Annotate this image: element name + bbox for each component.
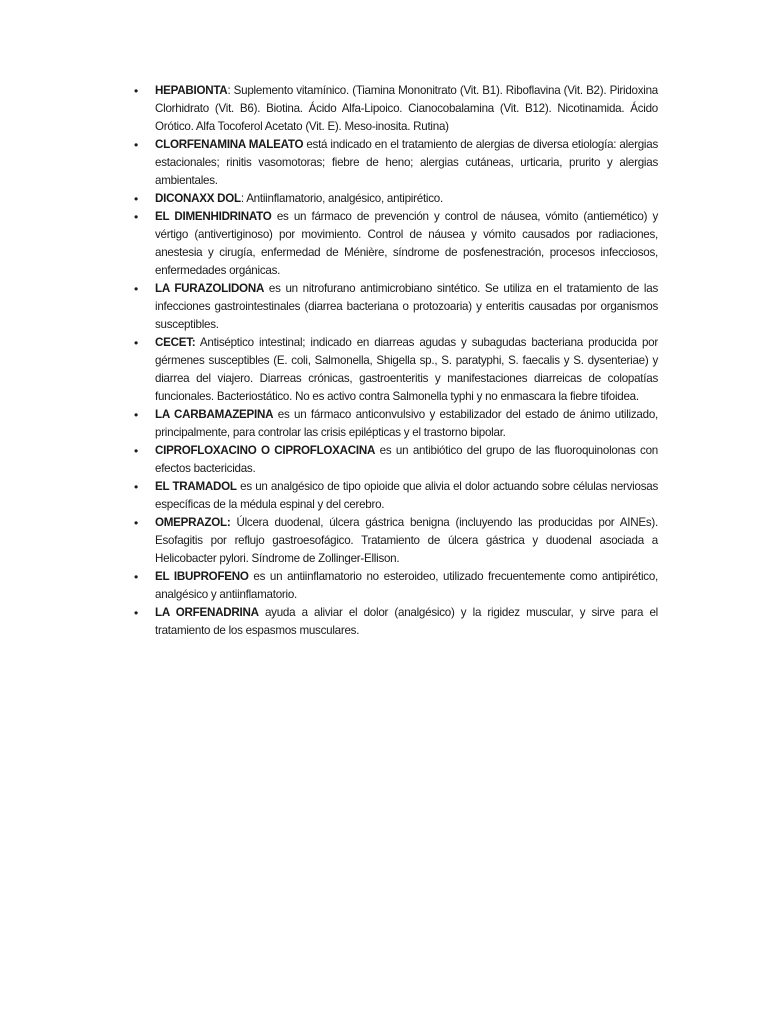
drug-name: EL TRAMADOL: [155, 480, 237, 493]
bullet-icon: •: [134, 192, 138, 206]
list-item-diconaxx: [128, 190, 658, 208]
drug-list: [128, 82, 658, 640]
drug-description: : Suplemento vitamínico. (Tiamina Mononitrato (Vit. B1). Riboflavina (Vit. B2). Piridoxina Clorhidrato (Vit. B6). Biotina. Ácido Alfa-Lipoico. Cianocobalamina (Vit. B12). Nicotinamida. Ácido Orótico. Alfa Tocoferol Acetato (Vit. E). Meso-inosita. Rutina): [155, 84, 658, 133]
list-item-omeprazol: [128, 514, 658, 568]
drug-name: LA CARBAMAZEPINA: [155, 408, 274, 421]
bullet-icon: •: [134, 210, 138, 224]
bullet-icon: •: [134, 606, 138, 620]
drug-description: está indicado en el tratamiento de alergias de diversa etiología: alergias estacionales; rinitis vasomotoras; fiebre de heno; alergias cutáneas, urticaria, prurito y alergias ambientales.: [155, 138, 658, 187]
drug-name: EL DIMENHIDRINATO: [155, 210, 272, 223]
drug-description: es un antibiótico del grupo de las fluoroquinolonas con efectos bactericidas.: [155, 444, 658, 475]
drug-name: LA ORFENADRINA: [155, 606, 259, 619]
list-item-clorfenamina: [128, 136, 658, 190]
list-item-orfenadrina: [128, 604, 658, 640]
list-item-carbamazepina: [128, 406, 658, 442]
drug-name: EL IBUPROFENO: [155, 570, 249, 583]
drug-name: OMEPRAZOL:: [155, 516, 231, 529]
bullet-icon: •: [134, 282, 138, 296]
drug-description: ayuda a aliviar el dolor (analgésico) y la rigidez muscular, y sirve para el tratamiento de los espasmos musculares.: [155, 606, 658, 637]
list-item-tramadol: [128, 478, 658, 514]
list-item-ciprofloxacino: [128, 442, 658, 478]
drug-name: LA FURAZOLIDONA: [155, 282, 265, 295]
drug-name: CECET:: [155, 336, 196, 349]
bullet-icon: •: [134, 336, 138, 350]
drug-name: CIPROFLOXACINO O CIPROFLOXACINA: [155, 444, 376, 457]
drug-description: Antiséptico intestinal; indicado en diarreas agudas y subagudas bacteriana producida por gérmenes susceptibles (E. coli, Salmonella, Shigella sp., S. paratyphi, S. faecalis y S. dysenteriae) y diarrea del viajero. Diarreas crónicas, gastroenteritis y manifestaciones diarreicas de colopatías funcionales. Bacteriostático. No es activo contra Salmonella typhi y no enmascara la fiebre tifoidea.: [155, 336, 658, 403]
bullet-icon: •: [134, 84, 138, 98]
bullet-icon: •: [134, 480, 138, 494]
bullet-icon: •: [134, 570, 138, 584]
drug-description: es un antiinflamatorio no esteroideo, utilizado frecuentemente como antipirético, analgésico y antiinflamatorio.: [155, 570, 659, 601]
list-item-dimenhidrinato: [128, 208, 658, 280]
drug-name: DICONAXX DOL: [155, 192, 241, 205]
drug-description: es un fármaco de prevención y control de náusea, vómito (antiemético) y vértigo (antivertiginoso) por movimiento. Control de náusea y vómito causados por radiaciones, anestesia y cirugía, enfermedad de Ménière, síndrome de posfenestración, procesos infecciosos, enfermedades orgánicas.: [155, 210, 658, 277]
bullet-icon: •: [134, 444, 138, 458]
drug-description: : Antiinflamatorio, analgésico, antipirético.: [240, 192, 443, 205]
list-item-hepabionta: [128, 82, 658, 136]
bullet-icon: •: [134, 516, 138, 530]
drug-description: es un analgésico de tipo opioide que alivia el dolor actuando sobre células nerviosas específicas de la médula espinal y del cerebro.: [155, 480, 658, 511]
drug-description: Úlcera duodenal, úlcera gástrica benigna (incluyendo las producidas por AINEs). Esofagitis por reflujo gastroesofágico. Tratamiento de úlcera gástrica y duodenal asociada a Helicobacter pylori. Síndrome de Zollinger-Ellison.: [155, 516, 658, 565]
bullet-icon: •: [134, 408, 138, 422]
list-item-cecet: [128, 334, 658, 406]
drug-description: es un fármaco anticonvulsivo y estabilizador del estado de ánimo utilizado, principalmente, para controlar las crisis epilépticas y el trastorno bipolar.: [155, 408, 658, 439]
drug-name: CLORFENAMINA MALEATO: [155, 138, 304, 151]
drug-description: es un nitrofurano antimicrobiano sintético. Se utiliza en el tratamiento de las infecciones gastrointestinales (diarrea bacteriana o protozoaria) y enteritis causadas por organismos susceptibles.: [155, 282, 659, 331]
list-item-ibuprofeno: [128, 568, 658, 604]
drug-name: HEPABIONTA: [155, 84, 228, 97]
bullet-icon: •: [134, 138, 138, 152]
list-item-furazolidona: [128, 280, 658, 334]
